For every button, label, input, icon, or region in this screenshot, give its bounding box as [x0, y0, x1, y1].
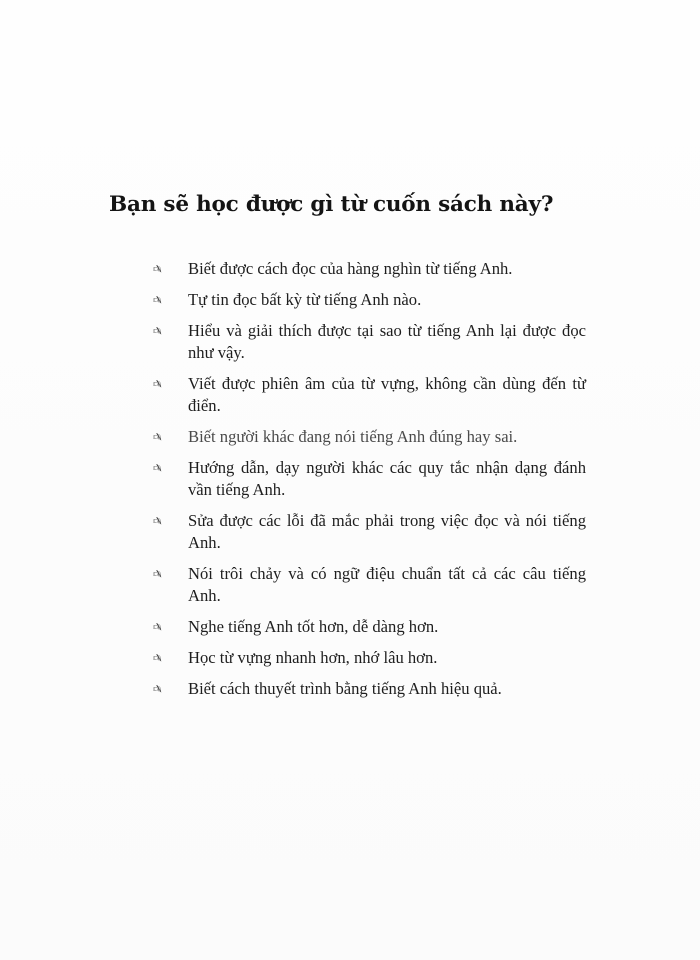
list-item-text: Nói trôi chảy và có ngữ điệu chuẩn tất cả các câu tiếng Anh.: [188, 564, 586, 605]
writing-hand-icon: ✍: [151, 323, 164, 339]
list-item: [146, 563, 586, 607]
list-item: [146, 647, 586, 669]
list-item: [146, 289, 586, 311]
list-item: [146, 457, 586, 501]
list-item-text: Biết được cách đọc của hàng nghìn từ tiếng Anh.: [188, 259, 513, 278]
writing-hand-icon: ✍: [151, 650, 164, 666]
writing-hand-icon: ✍: [151, 681, 164, 697]
writing-hand-icon: ✍: [151, 460, 164, 476]
list-item: [146, 373, 586, 417]
list-item-text: Sửa được các lỗi đã mắc phải trong việc đọc và nói tiếng Anh.: [188, 511, 586, 552]
writing-hand-icon: ✍: [151, 292, 164, 308]
list-item: [146, 320, 586, 364]
writing-hand-icon: ✍: [151, 513, 164, 529]
list-item: [146, 678, 586, 700]
writing-hand-icon: ✍: [151, 261, 164, 277]
list-item: [146, 510, 586, 554]
list-item-text: Viết được phiên âm của từ vựng, không cần dùng đến từ điển.: [188, 374, 586, 415]
writing-hand-icon: ✍: [151, 429, 164, 445]
list-item: [146, 258, 586, 280]
list-item-text: Hướng dẫn, dạy người khác các quy tắc nhận dạng đánh vần tiếng Anh.: [188, 458, 586, 499]
list-item-text: Tự tin đọc bất kỳ từ tiếng Anh nào.: [188, 290, 422, 309]
list-item-text: Biết cách thuyết trình bằng tiếng Anh hiệu quả.: [188, 679, 502, 698]
list-item-text: Nghe tiếng Anh tốt hơn, dễ dàng hơn.: [188, 617, 439, 636]
writing-hand-icon: ✍: [151, 376, 164, 392]
list-item-text: Biết người khác đang nói tiếng Anh đúng hay sai.: [188, 427, 518, 446]
list-item-text: Hiểu và giải thích được tại sao từ tiếng Anh lại được đọc như vậy.: [188, 321, 586, 362]
list-item-text: Học từ vựng nhanh hơn, nhớ lâu hơn.: [188, 648, 438, 667]
benefits-list: [146, 258, 586, 700]
writing-hand-icon: ✍: [151, 619, 164, 635]
list-item: [146, 616, 586, 638]
page-title: Bạn sẽ học được gì từ cuốn sách này?: [109, 192, 554, 217]
list-item: [146, 426, 586, 448]
writing-hand-icon: ✍: [151, 566, 164, 582]
